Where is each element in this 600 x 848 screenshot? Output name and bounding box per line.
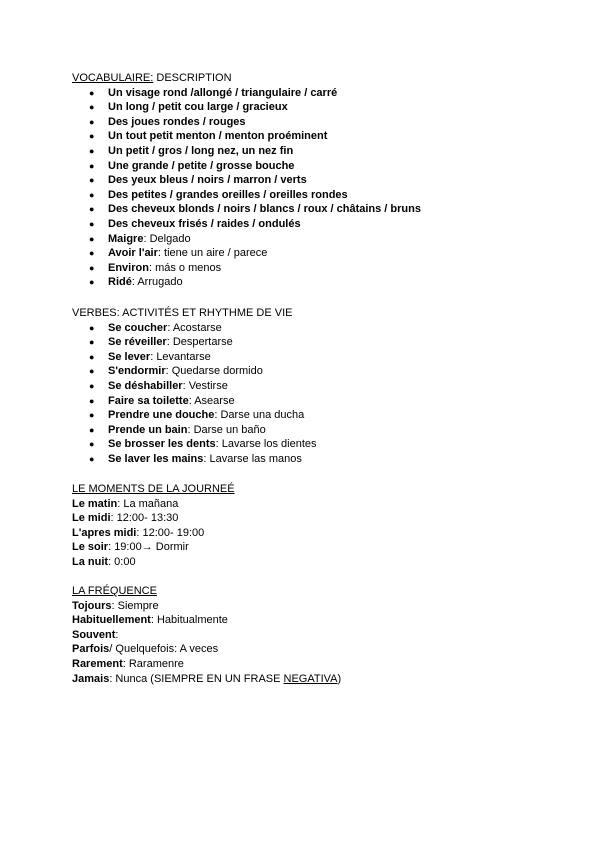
item-term: Le soir: [72, 541, 109, 554]
item-translation: : Arrugado: [131, 276, 183, 289]
frequence-section: [72, 584, 552, 686]
item-term: Prendre une douche: [108, 409, 215, 422]
vocab-item: [72, 159, 552, 174]
frequence-heading: LA FRÉQUENCE: [72, 585, 157, 597]
moments-section: [72, 482, 552, 570]
vocab-item: [72, 275, 552, 290]
item-term: Habituellement: [72, 614, 151, 627]
item-closing: ): [337, 672, 342, 685]
item-translation: : Nunca (SIEMPRE EN UN FRASE: [109, 672, 284, 685]
item-translation: : Quedarse dormido: [165, 365, 263, 378]
item-term: Des cheveux blonds / noirs / blancs / roux / châtains / bruns: [108, 203, 421, 216]
frequence-item: [72, 657, 552, 672]
item-term: Se réveiller: [108, 336, 167, 349]
moment-item: [72, 555, 552, 570]
frequence-item: [72, 642, 552, 657]
item-translation: : Vestirse: [182, 379, 228, 392]
verb-item: [72, 408, 552, 423]
item-translation: : 19:00→ Dormir: [108, 541, 189, 554]
item-translation: : Raramenre: [122, 657, 184, 670]
item-term: Se brosser les dents: [108, 438, 216, 451]
item-term: La nuit: [72, 555, 109, 568]
frequence-item: [72, 628, 552, 643]
item-translation: : Levantarse: [150, 350, 211, 363]
verb-item: [72, 379, 552, 394]
item-term: Parfois: [72, 643, 110, 656]
item-term: Le midi: [72, 512, 111, 525]
verb-item: [72, 437, 552, 452]
item-translation: :: [115, 628, 119, 641]
item-translation: : Acostarse: [167, 321, 222, 334]
vocab-item: [72, 217, 552, 232]
item-term: Se lever: [108, 350, 151, 363]
vocab-item: [72, 202, 552, 217]
item-term: Souvent: [72, 628, 116, 641]
vocab-heading-rest: DESCRIPTION: [153, 72, 232, 84]
item-translation: : Darse una ducha: [214, 409, 305, 422]
item-translation: : Despertarse: [166, 336, 233, 349]
verbs-heading: VERBES: ACTIVITÉS ET RHYTHME DE VIE: [72, 307, 293, 319]
item-term: Jamais: [72, 672, 110, 685]
item-translation: : Siempre: [111, 599, 159, 612]
item-term: Se laver les mains: [108, 452, 204, 465]
vocab-heading-underlined: VOCABULAIRE:: [72, 72, 154, 84]
item-term: Un tout petit menton / menton proéminent: [108, 130, 328, 143]
verbs-list: [72, 321, 552, 467]
item-term: Tojours: [72, 599, 112, 612]
moment-item: [72, 511, 552, 526]
item-translation: : 12:00- 19:00: [136, 526, 205, 539]
frequence-list: [72, 599, 552, 672]
vocab-item: [72, 100, 552, 115]
moment-item: [72, 526, 552, 541]
item-term: Des petites / grandes oreilles / oreilles rondes: [108, 188, 348, 201]
moment-item: [72, 540, 552, 555]
verb-item: [72, 394, 552, 409]
verb-item: [72, 350, 552, 365]
item-term: Un petit / gros / long nez, un nez fin: [108, 144, 294, 157]
item-translation: : tiene un aire / parece: [157, 247, 268, 260]
item-term: Des cheveux frisés / raides / ondulés: [108, 217, 301, 230]
item-term: Maigre: [108, 232, 144, 245]
frequence-last-list: [72, 672, 552, 687]
item-translation: : Habitualmente: [150, 614, 228, 627]
verb-item: [72, 452, 552, 467]
vocab-item: [72, 129, 552, 144]
item-translation: : 12:00- 13:30: [110, 512, 179, 525]
item-term: L'apres midi: [72, 526, 137, 539]
verb-item: [72, 364, 552, 379]
item-term: S'endormir: [108, 365, 166, 378]
vocab-item: [72, 261, 552, 276]
item-translation: : 0:00: [108, 555, 136, 568]
item-term: Des yeux bleus / noirs / marron / verts: [108, 174, 307, 187]
item-translation: : Lavarse los dientes: [215, 438, 317, 451]
item-term: Rarement: [72, 657, 123, 670]
moments-list: [72, 497, 552, 570]
item-translation: : más o menos: [148, 261, 222, 274]
moment-item: [72, 497, 552, 512]
vocab-item: [72, 115, 552, 130]
item-term: Le matin: [72, 497, 118, 510]
item-term: Un visage rond /allongé / triangulaire / carré: [108, 86, 338, 99]
frequence-item-jamais: [72, 672, 552, 687]
vocab-section: [72, 71, 552, 290]
verbs-section: [72, 306, 552, 467]
vocab-item: [72, 188, 552, 203]
item-translation: : Delgado: [143, 232, 191, 245]
item-term: Faire sa toilette: [108, 394, 189, 407]
verb-item: [72, 321, 552, 336]
item-term: Des joues rondes / rouges: [108, 115, 246, 128]
item-term: Ridé: [108, 276, 132, 289]
item-term: Une grande / petite / grosse bouche: [108, 159, 295, 172]
item-term: Se coucher: [108, 321, 168, 334]
vocab-item: [72, 173, 552, 188]
item-term: Un long / petit cou large / gracieux: [108, 101, 288, 114]
frequence-item: [72, 613, 552, 628]
item-term: Prende un bain: [108, 423, 188, 436]
item-translation: : Asearse: [188, 394, 235, 407]
vocab-item: [72, 144, 552, 159]
item-translation: : Lavarse las manos: [203, 452, 302, 465]
vocab-heading: [72, 71, 552, 86]
item-underlined-word: NEGATIVA: [283, 672, 338, 685]
item-term: Environ: [108, 261, 149, 274]
item-translation: / Quelquefois: A veces: [109, 643, 219, 656]
frequence-item: [72, 599, 552, 614]
moments-heading: LE MOMENTS DE LA JOURNEÉ: [72, 483, 235, 495]
item-translation: : La mañana: [117, 497, 179, 510]
item-term: Se déshabiller: [108, 379, 183, 392]
vocab-item: [72, 246, 552, 261]
item-term: Avoir l'air: [108, 247, 158, 260]
verb-item: [72, 423, 552, 438]
item-translation: : Darse un baño: [187, 423, 266, 436]
verb-item: [72, 335, 552, 350]
vocab-item: [72, 86, 552, 101]
vocab-list: [72, 86, 552, 290]
vocab-item: [72, 232, 552, 247]
